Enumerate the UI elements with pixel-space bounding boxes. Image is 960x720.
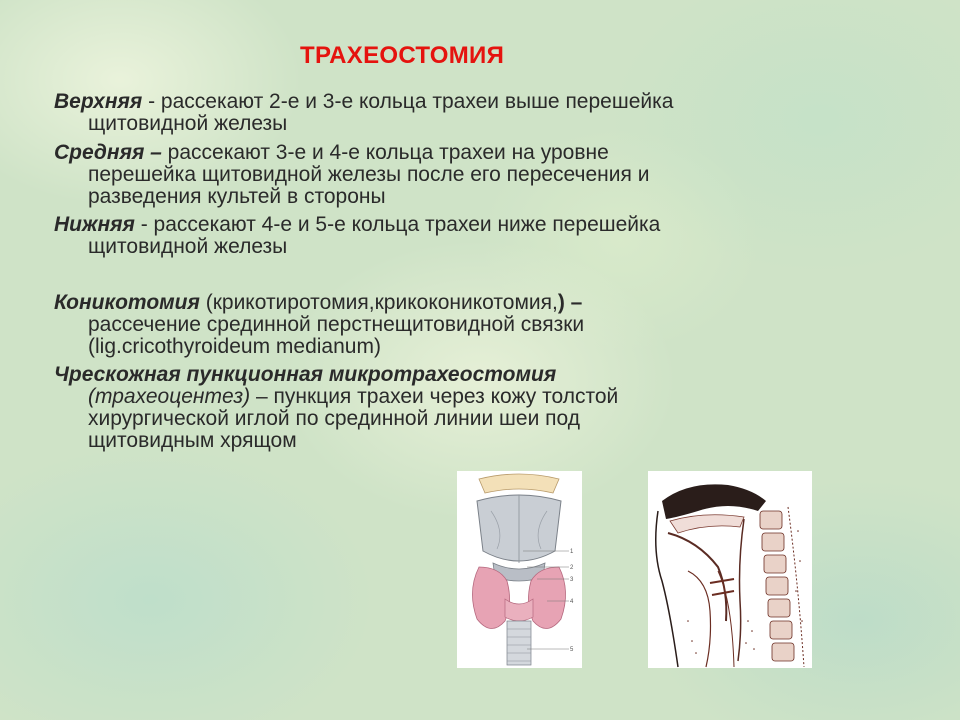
term-microtracheostomy: Чрескожная пункционная микротрахеостомия: [54, 363, 557, 386]
upper-line-1: рассекают 2-е и 3-е кольца трахеи выше перешейка: [160, 90, 674, 113]
paragraph-coniotomy: [54, 292, 844, 358]
paragraph-lower-tracheostomy: [54, 214, 844, 258]
larynx-label-3: 3: [570, 577, 574, 583]
coniotomy-line-2: рассечение срединной перстнещитовидной связки: [88, 313, 585, 336]
term-lower: Нижняя: [54, 213, 135, 236]
larynx-thyroid-illustration: [457, 471, 582, 668]
paragraph-microtracheostomy: [54, 364, 844, 452]
term-coniotomy: Коникотомия: [54, 291, 200, 314]
larynx-label-4: 4: [570, 599, 574, 605]
lower-line-2: щитовидной железы: [88, 235, 288, 258]
middle-line-2: перешейка щитовидной железы после его пересечения и: [88, 163, 650, 186]
coniotomy-line-1: (крикотиротомия,крикоконикотомия,: [199, 291, 558, 314]
micro-line-2: хирургической иглой по срединной линии шеи под: [88, 407, 580, 430]
micro-line-3: щитовидным хрящом: [88, 429, 297, 452]
larynx-label-2: 2: [570, 565, 574, 571]
micro-line-1: – пункция трахеи через кожу толстой: [250, 385, 619, 408]
term-upper: Верхняя: [54, 90, 143, 113]
middle-line-1: рассекают 3-е и 4-е кольца трахеи на уровне: [161, 141, 609, 164]
larynx-label-5: 5: [570, 647, 574, 653]
upper-line-2: щитовидной железы: [88, 112, 288, 135]
larynx-label-1: 1: [570, 549, 574, 555]
lower-line-1: рассекают 4-е и 5-е кольца трахеи ниже перешейка: [153, 213, 661, 236]
term-middle: Средняя –: [54, 141, 162, 164]
separator: -: [142, 90, 161, 113]
term-tracheocentesis: (трахеоцентез): [88, 385, 251, 408]
sagittal-neck-drawing: [648, 471, 812, 668]
coniotomy-line-1-end: ) –: [557, 291, 583, 314]
sagittal-neck-illustration: [648, 471, 812, 668]
slide-title: ТРАХЕОСТОМИЯ: [300, 42, 505, 69]
paragraph-upper-tracheostomy: [54, 91, 844, 135]
coniotomy-line-3: (lig.cricothyroideum medianum): [88, 335, 381, 358]
larynx-thyroid-drawing: [457, 471, 582, 668]
paragraph-middle-tracheostomy: [54, 142, 844, 208]
middle-line-3: разведения культей в стороны: [88, 185, 386, 208]
separator: -: [134, 213, 154, 236]
